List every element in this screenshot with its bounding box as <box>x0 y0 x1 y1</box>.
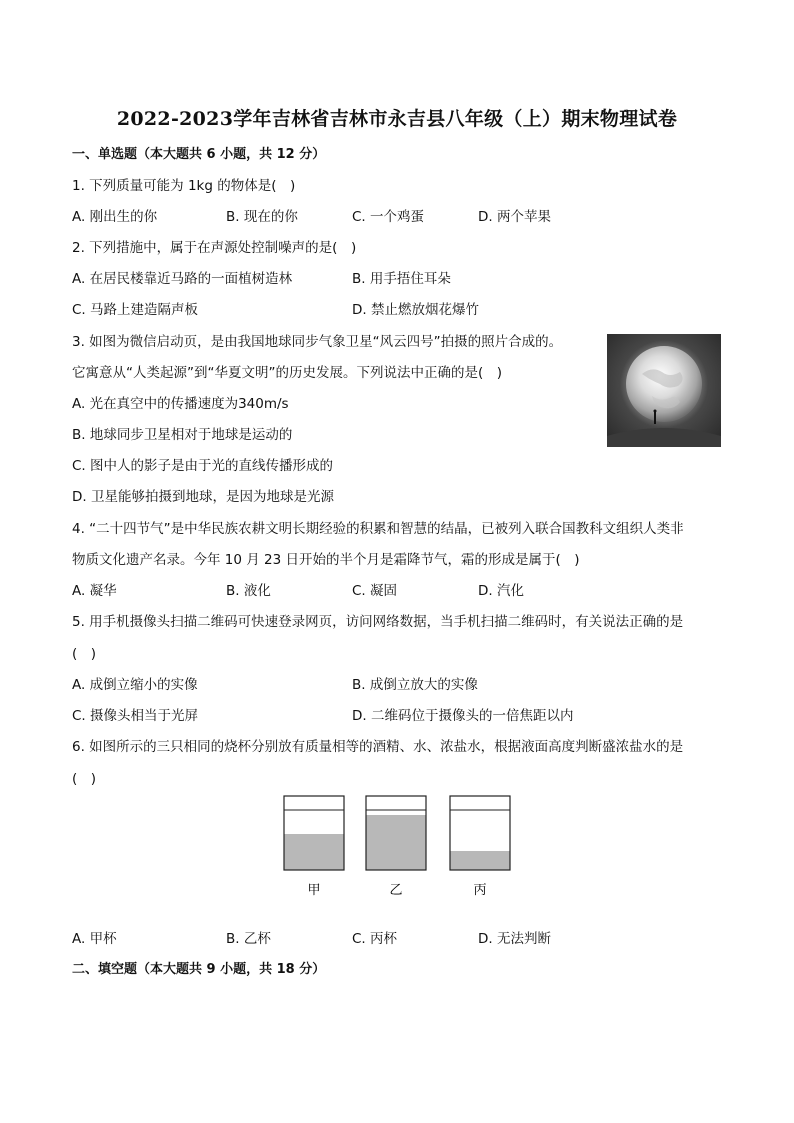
section-single-choice-heading: 一、单选题（本大题共 6 小题，共 12 分） <box>72 147 326 162</box>
question-6-stem-line1: 6. 如图所示的三只相同的烧杯分别放有质量相等的酒精、水、浓盐水，根据液面高度判断盛浓盐水的是 <box>72 739 684 755</box>
q4-option-d: D. 汽化 <box>478 583 524 599</box>
beaker-liquid <box>450 851 510 870</box>
beaker-label: 丙 <box>473 883 487 898</box>
beakers-svg <box>280 792 520 902</box>
q1-option-a: A. 刚出生的你 <box>72 209 158 225</box>
q4-option-b: B. 液化 <box>226 583 271 599</box>
q5-option-c: C. 摄像头相当于光屏 <box>72 708 199 724</box>
q6-option-d: D. 无法判断 <box>478 931 551 947</box>
q3-option-b: B. 地球同步卫星相对于地球是运动的 <box>72 427 293 443</box>
question-1-stem: 1. 下列质量可能为 1kg 的物体是( ) <box>72 178 296 194</box>
beaker-label: 甲 <box>307 883 321 898</box>
page-title: 2022-2023学年吉林省吉林市永吉县八年级（上）期末物理试卷 <box>116 108 678 130</box>
q6-option-a: A. 甲杯 <box>72 931 117 947</box>
q2-option-d: D. 禁止燃放烟花爆竹 <box>352 302 479 318</box>
beaker-label: 乙 <box>389 883 403 898</box>
section-fill-in-heading: 二、填空题（本大题共 9 小题，共 18 分） <box>72 962 326 977</box>
beakers-figure <box>280 792 520 902</box>
q5-option-b: B. 成倒立放大的实像 <box>352 677 478 693</box>
q1-option-d: D. 两个苹果 <box>478 209 551 225</box>
q2-option-a: A. 在居民楼靠近马路的一面植树造林 <box>72 271 293 287</box>
q3-option-c: C. 图中人的影子是由于光的直线传播形成的 <box>72 458 334 474</box>
beaker-1 <box>284 796 344 898</box>
question-5-stem-line1: 5. 用手机摄像头扫描二维码可快速登录网页，访问网络数据，当手机扫描二维码时，有关说法正确的是 <box>72 614 684 630</box>
q6-option-b: B. 乙杯 <box>226 931 271 947</box>
question-3-stem-line2: 它寓意从“人类起源”到“华夏文明”的历史发展。下列说法中正确的是( ) <box>72 365 503 381</box>
question-6-stem-line2: ( ) <box>72 771 97 787</box>
beaker-2 <box>366 796 426 898</box>
q3-option-a: A. 光在真空中的传播速度为340m/s <box>72 396 289 412</box>
beaker-3 <box>450 796 510 898</box>
q2-option-b: B. 用手捂住耳朵 <box>352 271 451 287</box>
q6-option-c: C. 丙杯 <box>352 931 398 947</box>
q1-option-b: B. 现在的你 <box>226 209 298 225</box>
q3-option-d: D. 卫星能够拍摄到地球，是因为地球是光源 <box>72 489 334 505</box>
question-4-stem-line1: 4. “二十四节气”是中华民族农耕文明长期经验的积累和智慧的结晶，已被列入联合国教科文组织人类非 <box>72 521 684 537</box>
q5-option-d: D. 二维码位于摄像头的一倍焦距以内 <box>352 708 574 724</box>
question-2-stem: 2. 下列措施中，属于在声源处控制噪声的是( ) <box>72 240 357 256</box>
q2-option-c: C. 马路上建造隔声板 <box>72 302 199 318</box>
earth-photo-image <box>607 334 721 447</box>
q4-option-c: C. 凝固 <box>352 583 398 599</box>
q5-option-a: A. 成倒立缩小的实像 <box>72 677 198 693</box>
beaker-liquid <box>284 834 344 870</box>
earth-photo-svg <box>607 334 721 447</box>
question-4-stem-line2: 物质文化遗产名录。今年 10 月 23 日开始的半个月是霜降节气，霜的形成是属于( ) <box>72 552 580 568</box>
question-5-stem-line2: ( ) <box>72 646 97 662</box>
q1-option-c: C. 一个鸡蛋 <box>352 209 425 225</box>
beaker-liquid <box>366 815 426 870</box>
q4-option-a: A. 凝华 <box>72 583 117 599</box>
question-3-stem-line1: 3. 如图为微信启动页，是由我国地球同步气象卫星“风云四号”拍摄的照片合成的。 <box>72 334 563 350</box>
